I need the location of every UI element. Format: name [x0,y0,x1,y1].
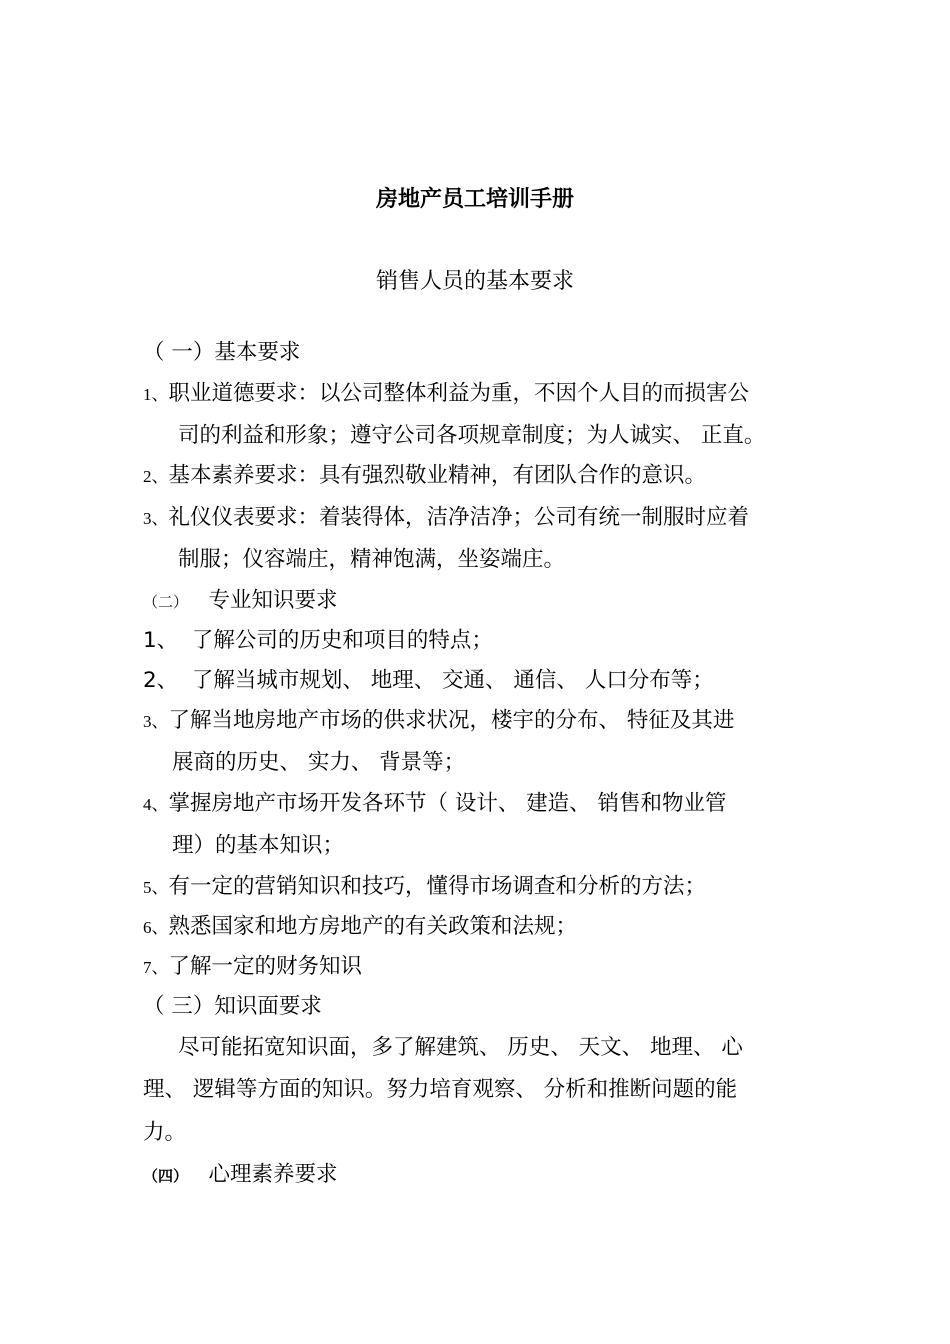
item-text: 礼仪仪表要求：着装得体，洁净洁净；公司有统一制服时应着 [168,505,750,530]
section-2-item-1 [143,624,813,658]
section-3-paragraph-line-1: 尽可能拓宽知识面，多了解建筑、 历史、 天文、 地理、 心 [178,1035,743,1060]
section-1-item-3 [143,501,813,536]
section-3-paragraph-line-2: 理、 逻辑等方面的知识。努力培育观察、 分析和推断问题的能 [143,1077,738,1102]
section-1-item-3-cont: 制服；仪容端庄，精神饱满，坐姿端庄。 [178,547,566,572]
item-text: 有一定的营销知识和技巧，懂得市场调查和分析的方法； [168,874,707,899]
item-text: 基本素养要求：具有强烈敬业精神，有团队合作的意识。 [168,463,707,488]
section-1-item-2 [143,459,813,494]
item-number: 1、 [143,628,179,653]
item-number: 7、 [143,958,169,977]
section-2-item-4-cont: 理）的基本知识； [172,833,345,858]
item-text: 熟悉国家和地方房地产的有关政策和法规； [168,914,578,939]
item-text: 职业道德要求：以公司整体利益为重，不因个人目的而损害公 [168,381,750,406]
section-2-item-7 [143,950,813,985]
section-1-heading: （ 一）基本要求 [143,340,301,365]
item-number: 2、 [143,467,169,486]
section-1-item-1 [143,377,813,412]
item-text: 了解当城市规划、 地理、 交通、 通信、 人口分布等； [191,668,714,693]
item-number: 6、 [143,918,169,937]
section-2-item-4 [143,787,813,822]
heading-number: （四） [143,1169,189,1185]
item-number: 4、 [143,795,169,814]
section-3-heading: （ 三）知识面要求 [143,994,322,1019]
section-2-heading [143,584,813,620]
section-4-heading [143,1158,813,1194]
heading-text: 心理素养要求 [208,1162,338,1187]
item-text: 了解公司的历史和项目的特点； [191,628,493,653]
document-title: 房地产员工培训手册 [375,187,574,212]
section-2-item-5 [143,870,813,905]
section-3-paragraph-line-3: 力。 [143,1120,187,1145]
item-text: 掌握房地产市场开发各环节（ 设计、 建造、 销售和物业管 [168,791,727,816]
item-number: 3、 [143,712,169,731]
item-text: 了解当地房地产市场的供求状况，楼宇的分布、 特征及其进 [168,708,735,733]
section-2-item-6 [143,910,813,945]
item-number: 5、 [143,878,169,897]
item-number: 3、 [143,509,169,528]
section-2-item-3 [143,704,813,739]
heading-number: （二） [143,595,189,611]
section-2-item-3-cont: 展商的历史、 实力、 背景等； [172,750,466,775]
section-2-item-2 [143,664,813,698]
heading-text: 专业知识要求 [208,588,338,613]
item-number: 2、 [143,668,179,693]
item-text: 了解一定的财务知识 [168,954,363,979]
item-number: 1、 [143,385,169,404]
section-1-item-1-cont: 司的利益和形象；遵守公司各项规章制度；为人诚实、 正直。 [178,423,766,448]
document-subtitle: 销售人员的基本要求 [375,269,574,294]
